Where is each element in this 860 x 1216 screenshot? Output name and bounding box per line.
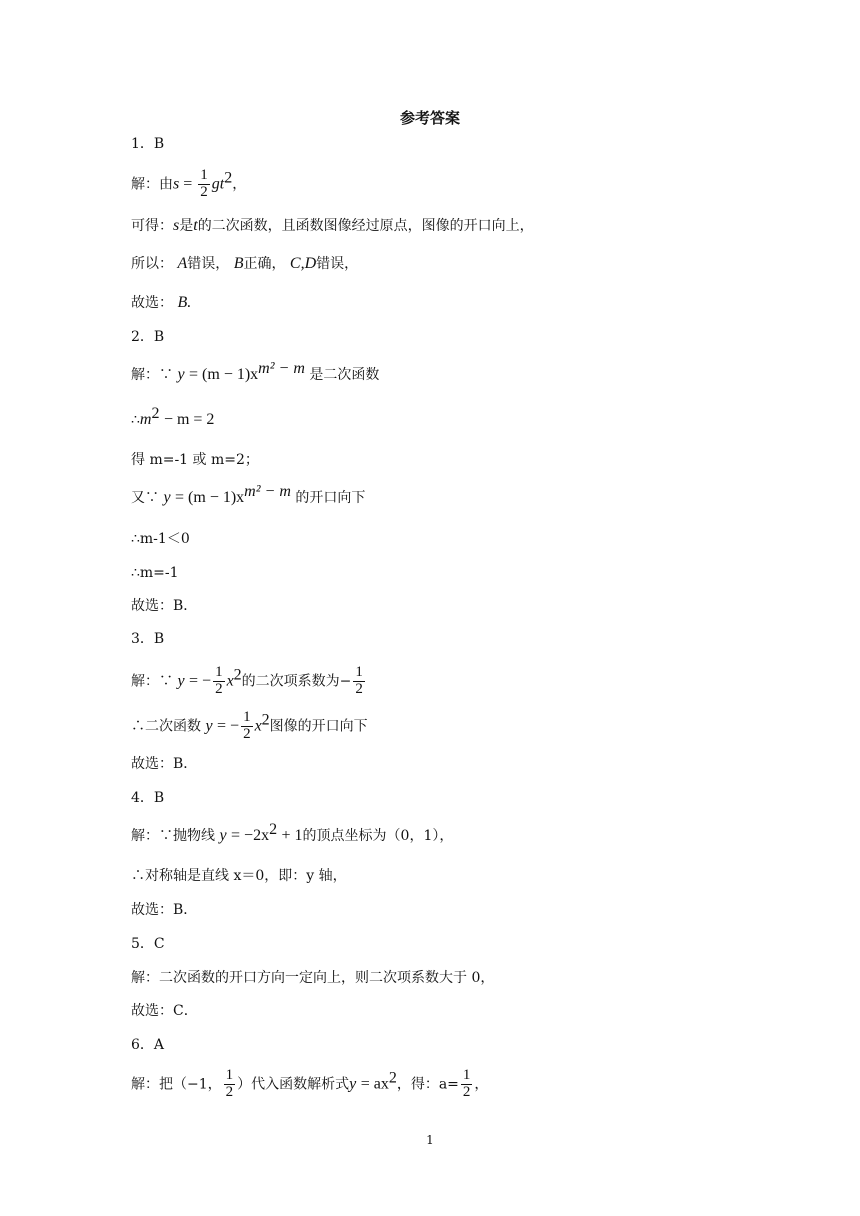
q6-line-1: 解：把（−1， $\frac{1}{2}$ ）代入函数解析式$y = ax^2$，得：a= $\frac{1}{2}$ ， — [131, 1067, 489, 1100]
q2-line-3: 得 m=-1 或 m=2； — [131, 452, 259, 468]
q6-answer: 6．A — [131, 1037, 165, 1053]
q3-answer: 3．B — [131, 631, 165, 647]
q2-line-6: ∴m=-1 — [131, 565, 179, 581]
fraction: $\frac{1}{2}$ — [243, 709, 251, 742]
q2-line-1: 解：∵ $y = (m - 1)x^{m^2 - m}$ 是二次函数 — [131, 360, 380, 383]
fraction: $\frac{1}{2}$ — [200, 167, 208, 200]
q3-line-3: 故选：B． — [131, 756, 198, 772]
q3-line-1: 解：∵ y = − $\frac{1}{2}$ $x^2$的二次项系数为− $\frac{1}{2}$ — [131, 664, 363, 697]
q1-line-1: 解：由s = $\frac{1}{2}$ $gt^2$， — [131, 167, 247, 200]
q1-answer: 1．B — [131, 136, 165, 152]
fraction: $\frac{1}{2}$ — [355, 664, 363, 697]
q2-line-7: 故选：B． — [131, 598, 198, 614]
fraction: $\frac{1}{2}$ — [215, 664, 223, 697]
q5-line-1: 解：二次函数的开口方向一定向上，则二次项系数大于 0， — [131, 970, 495, 986]
q2-line-2: $\therefore m^2 - m = 2$ — [131, 405, 215, 428]
page-number: 1 — [426, 1133, 434, 1147]
fraction: $\frac{1}{2}$ — [225, 1067, 234, 1100]
q4-line-3: 故选：B． — [131, 902, 198, 918]
q4-answer: 4．B — [131, 790, 165, 806]
fraction: $\frac{1}{2}$ — [462, 1067, 471, 1100]
q5-answer: 5．C — [131, 936, 165, 952]
q1-line-2: 可得：s是t的二次函数，且函数图像经过原点，图像的开口向上， — [131, 217, 534, 234]
q2-line-5: ∴m-1＜0 — [131, 531, 190, 547]
q3-line-2: ∴二次函数 y = − $\frac{1}{2}$ $x^2$图像的开口向下 — [131, 709, 368, 742]
q1-line-4: 故选： B. — [131, 294, 192, 311]
q2-answer: 2．B — [131, 329, 165, 345]
q5-line-2: 故选：C． — [131, 1003, 198, 1019]
q1-line-3: 所以： A错误， B正确， C,D错误， — [131, 255, 359, 272]
q4-line-2: ∴对称轴是直线 x＝0，即：y 轴， — [131, 868, 347, 884]
q4-line-1: 解：∵抛物线 $y = -2x^2 + 1$的顶点坐标为（0，1）， — [131, 821, 454, 844]
page-title: 参考答案 — [399, 109, 460, 127]
q2-line-4: 又∵ $y = (m - 1)x^{m^2 - m}$ 的开口向下 — [131, 483, 366, 506]
